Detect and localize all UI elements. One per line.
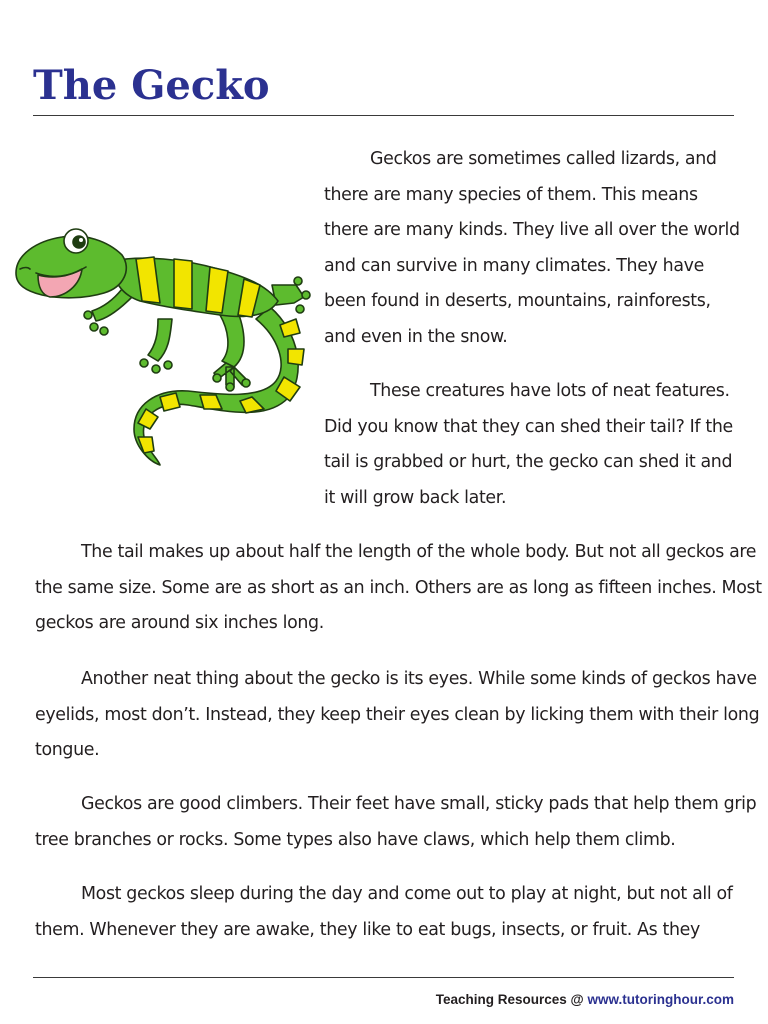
- footer-divider: [33, 977, 734, 978]
- paragraph-text: Another neat thing about the gecko is its eyes. While some kinds of geckos have eyelids, most don’t. Instead, they keep their eyes clean by licking them with their long tongue.: [35, 669, 760, 760]
- paragraph-climbing: [35, 787, 768, 858]
- gecko-illustration: [8, 215, 312, 470]
- paragraph-text: These creatures have lots of neat features. Did you know that they can shed their tail? If the tail is grabbed or hurt, the gecko can shed it and it will grow back later.: [324, 381, 733, 508]
- title-divider: [33, 115, 734, 116]
- paragraph-size: [35, 535, 768, 642]
- paragraph-text: Geckos are sometimes called lizards, and there are many species of them. This means there are many kinds. They live all over the world and can survive in many climates. They have been found in deserts, mountains, rainforests, and even in the snow.: [324, 149, 740, 347]
- paragraph-text: The tail makes up about half the length of the whole body. But not all geckos are the same size. Some are as short as an inch. Others are as long as fifteen inches. Most geckos are around six inches long.: [35, 542, 762, 633]
- paragraph-text: Most geckos sleep during the day and come out to play at night, but not all of them. Whenever they are awake, they like to eat bugs, insects, or fruit. As they: [35, 884, 733, 940]
- footer-label: Teaching Resources @: [435, 992, 584, 1007]
- paragraph-tail-shedding: [324, 374, 744, 516]
- paragraph-species: [324, 142, 744, 355]
- page-title: The Gecko: [33, 62, 270, 109]
- paragraph-text: Geckos are good climbers. Their feet have small, sticky pads that help them grip tree branches or rocks. Some types also have claws, which help them climb.: [35, 794, 757, 850]
- paragraph-sleep-diet: [35, 877, 768, 948]
- footer: [436, 992, 734, 1007]
- footer-link[interactable]: www.tutoringhour.com: [587, 992, 734, 1007]
- paragraph-eyes: [35, 662, 768, 769]
